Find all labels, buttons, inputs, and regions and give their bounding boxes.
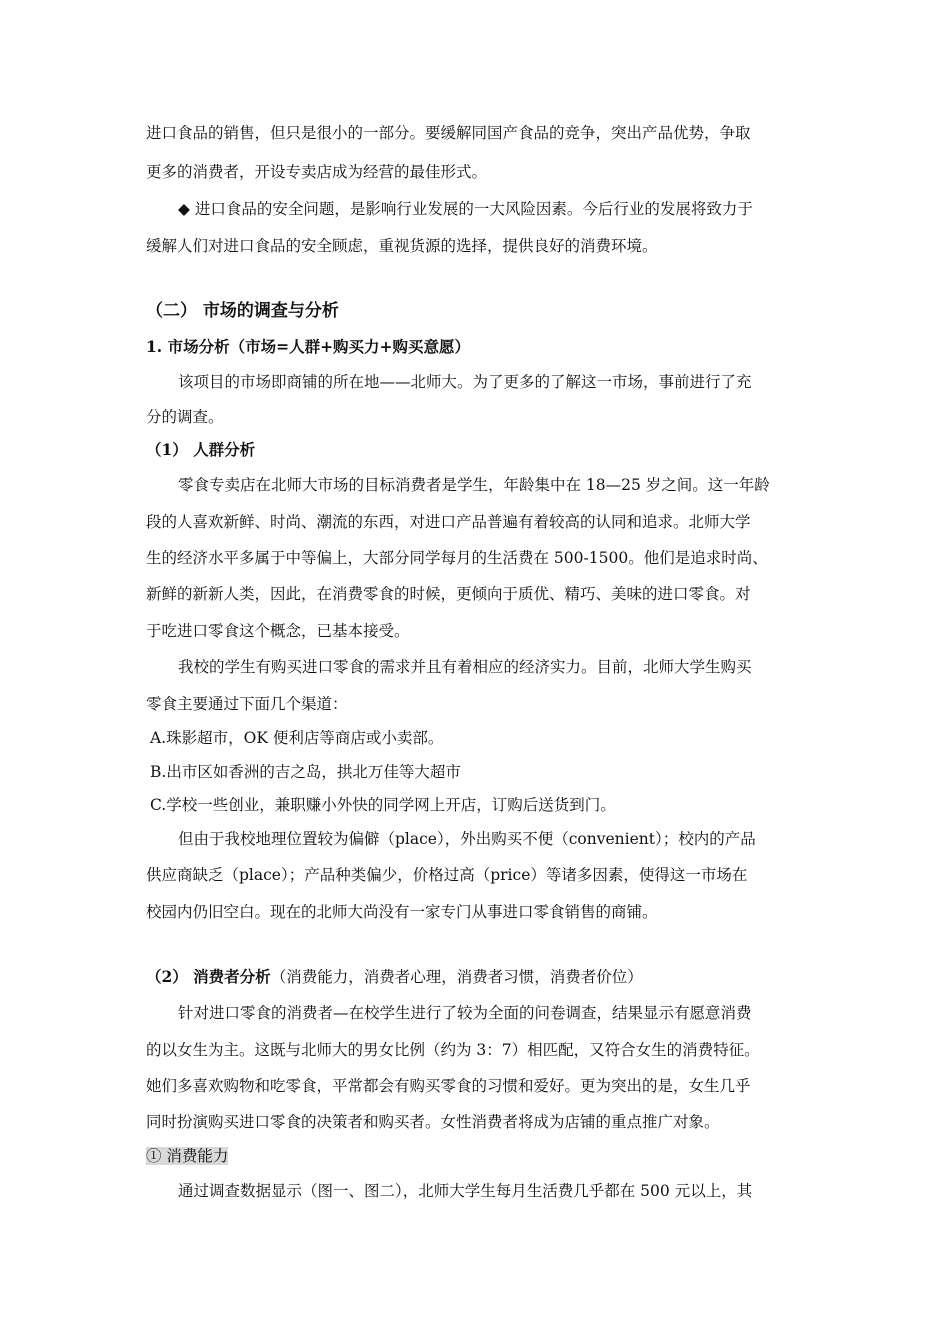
paragraph-line: 生的经济水平多属于中等偏上，大部分同学每月的生活费在 500-1500。他们是追求时尚、: [146, 549, 768, 567]
subsection-heading-highlighted: [146, 1146, 228, 1166]
subsection-heading: 1. 市场分析（市场=人群+购买力+购买意愿）: [146, 337, 471, 356]
paragraph-line: 段的人喜欢新鲜、时尚、潮流的东西，对进口产品普遍有着较高的认同和追求。北师大学: [146, 513, 751, 531]
paragraph-line: 她们多喜欢购物和吃零食，平常都会有购买零食的习惯和爱好。更为突出的是，女生几乎: [146, 1077, 751, 1095]
subsection-heading: [146, 967, 643, 987]
paragraph-line: 我校的学生有购买进口零食的需求并且有着相应的经济实力。目前，北师大学生购买: [178, 658, 752, 676]
paragraph-line: 分的调查。: [146, 408, 224, 426]
list-item: A.珠影超市，OK 便利店等商店或小卖部。: [150, 729, 444, 747]
subsection-title: （2） 消费者分析: [146, 967, 271, 986]
list-item: C.学校一些创业，兼职赚小外快的同学网上开店，订购后送货到门。: [150, 796, 616, 814]
paragraph-line: 通过调查数据显示（图一、图二），北师大学生每月生活费几乎都在 500 元以上，其: [178, 1182, 753, 1200]
paragraph-line: 该项目的市场即商铺的所在地——北师大。为了更多的了解这一市场，事前进行了充: [178, 373, 752, 391]
paragraph-line: 但由于我校地理位置较为偏僻（place），外出购买不便（convenient）；校内的产品: [178, 830, 756, 848]
subsection-heading: （1） 人群分析: [146, 440, 256, 459]
paragraph-line: 于吃进口零食这个概念，已基本接受。: [146, 622, 410, 640]
paragraph-line: 更多的消费者，开设专卖店成为经营的最佳形式。: [146, 163, 488, 181]
paragraph-line: 供应商缺乏（place）；产品种类偏少，价格过高（price）等诸多因素，使得这一市场在: [146, 866, 748, 884]
paragraph-line: 进口食品的销售，但只是很小的一部分。要缓解同国产食品的竞争，突出产品优势，争取: [146, 124, 751, 142]
paragraph-line: 的以女生为主。这既与北师大的男女比例（约为 3：7）相匹配，又符合女生的消费特征。: [146, 1041, 760, 1059]
paragraph-line: 针对进口零食的消费者—在校学生进行了较为全面的问卷调查，结果显示有愿意消费: [178, 1004, 752, 1022]
list-item: B.出市区如香洲的吉之岛，拱北万佳等大超市: [150, 763, 461, 781]
bullet-paragraph-line: ◆ 进口食品的安全问题，是影响行业发展的一大风险因素。今后行业的发展将致力于: [178, 200, 753, 218]
highlighted-heading: ① 消费能力: [146, 1147, 229, 1165]
paragraph-line: 零食主要通过下面几个渠道：: [146, 695, 348, 713]
paragraph-line: 同时扮演购买进口零食的决策者和购买者。女性消费者将成为店铺的重点推广对象。: [146, 1113, 720, 1131]
section-heading: （二） 市场的调查与分析: [146, 301, 339, 321]
subsection-note: （消费能力，消费者心理，消费者习惯，消费者价位）: [270, 968, 643, 986]
paragraph-line: 校园内仍旧空白。现在的北师大尚没有一家专门从事进口零食销售的商铺。: [146, 903, 658, 921]
paragraph-line: 零食专卖店在北师大市场的目标消费者是学生，年龄集中在 18—25 岁之间。这一年龄: [178, 476, 770, 494]
paragraph-line: 新鲜的新新人类，因此，在消费零食的时候，更倾向于质优、精巧、美味的进口零食。对: [146, 585, 751, 603]
paragraph-line: 缓解人们对进口食品的安全顾虑，重视货源的选择，提供良好的消费环境。: [146, 237, 658, 255]
